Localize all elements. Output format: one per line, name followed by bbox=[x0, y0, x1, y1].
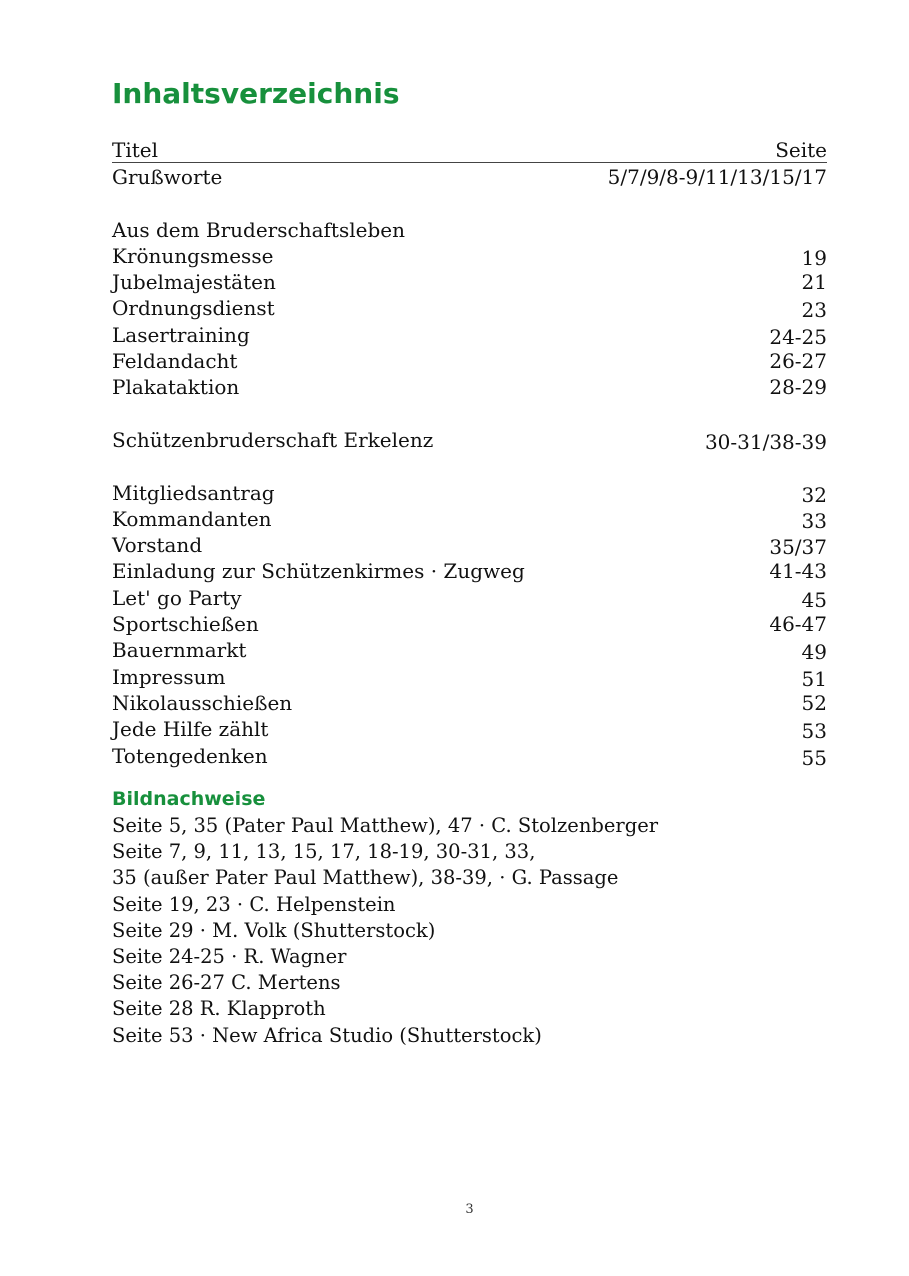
toc-entry-ordnungsdienst bbox=[112, 295, 827, 321]
toc-entry-pages: 41-43 bbox=[769, 559, 827, 584]
toc-entry-pages: 26-27 bbox=[769, 349, 827, 374]
credit-line: Seite 19, 23 · C. Helpenstein bbox=[112, 892, 396, 916]
toc-entry-totengedenken bbox=[112, 743, 827, 769]
credit-line: Seite 26-27 C. Mertens bbox=[112, 971, 341, 995]
toc-section-bruderschaftsleben bbox=[112, 217, 827, 243]
toc-entry-pages: 24-25 bbox=[769, 324, 827, 349]
toc-entry-pages: 49 bbox=[801, 640, 827, 665]
toc-entry-plakataktion bbox=[112, 374, 827, 400]
toc-entry-pages: 35/37 bbox=[769, 535, 827, 560]
toc-entry-title: Mitgliedsantrag bbox=[112, 480, 275, 505]
toc-entry-sportschiessen bbox=[112, 611, 827, 637]
credit-line: Seite 24-25 · R. Wagner bbox=[112, 944, 347, 968]
toc-entry-title: Grußworte bbox=[112, 165, 223, 189]
toc-entry-pages: 53 bbox=[801, 719, 827, 744]
toc-entry-pages: 28-29 bbox=[769, 375, 827, 400]
toc-entry-title: Totengedenken bbox=[112, 743, 268, 768]
toc-entry-title: Jubelmajestäten bbox=[112, 270, 276, 295]
toc-entry-pages: 51 bbox=[801, 666, 827, 691]
toc-entry-kommandanten bbox=[112, 506, 827, 532]
toc-entry-lasertraining bbox=[112, 322, 827, 348]
toc-entry-pages: 33 bbox=[801, 508, 827, 533]
credit-line: Seite 5, 35 (Pater Paul Matthew), 47 · C. Stolzenberger bbox=[112, 814, 659, 837]
credits-heading: Bildnachweise bbox=[112, 788, 266, 810]
credit-line: Seite 28 R. Klapproth bbox=[112, 997, 326, 1021]
toc-list bbox=[112, 164, 827, 769]
toc-entry-pages: 46-47 bbox=[769, 612, 827, 637]
toc-entry-bauernmarkt bbox=[112, 637, 827, 663]
page-title: Inhaltsverzeichnis bbox=[112, 77, 400, 110]
toc-entry-title: Schützenbruderschaft Erkelenz bbox=[112, 427, 434, 452]
toc-entry-vorstand bbox=[112, 532, 827, 558]
document-page bbox=[112, 0, 827, 1276]
toc-entry-pages: 21 bbox=[801, 270, 827, 295]
toc-entry-title: Bauernmarkt bbox=[112, 638, 247, 663]
toc-entry-title: Krönungsmesse bbox=[112, 243, 274, 268]
toc-entry-title: Let' go Party bbox=[112, 585, 242, 610]
toc-entry-pages: 23 bbox=[801, 298, 827, 323]
toc-entry-pages: 19 bbox=[801, 245, 827, 270]
toc-entry-schuetzenbruderschaft bbox=[112, 427, 827, 453]
toc-entry-title: Ordnungsdienst bbox=[112, 296, 275, 321]
toc-entry-title: Lasertraining bbox=[112, 322, 250, 347]
toc-entry-jubelmajestaeten bbox=[112, 269, 827, 295]
toc-entry-pages: 45 bbox=[801, 587, 827, 612]
toc-entry-einladung bbox=[112, 558, 827, 584]
credits-list bbox=[112, 813, 827, 1049]
toc-entry-title: Sportschießen bbox=[112, 612, 259, 637]
toc-entry-feldandacht bbox=[112, 348, 827, 374]
toc-entry-pages: 52 bbox=[801, 690, 827, 715]
toc-entry-impressum bbox=[112, 664, 827, 690]
toc-entry-kroenungsmesse bbox=[112, 243, 827, 269]
toc-header-title-label: Titel bbox=[112, 138, 159, 162]
page-number: 3 bbox=[465, 1202, 474, 1217]
toc-entry-grussworte bbox=[112, 164, 827, 190]
toc-entry-title: Feldandacht bbox=[112, 349, 238, 374]
toc-entry-title: Impressum bbox=[112, 664, 226, 689]
toc-entry-title: Jede Hilfe zählt bbox=[112, 717, 269, 742]
toc-entry-title: Einladung zur Schützenkirmes · Zugweg bbox=[112, 559, 525, 584]
toc-entry-jede-hilfe bbox=[112, 716, 827, 742]
toc-header-page-label: Seite bbox=[775, 138, 827, 162]
toc-entry-pages: 55 bbox=[801, 745, 827, 770]
toc-entry-nikolausschiessen bbox=[112, 690, 827, 716]
toc-entry-title: Plakataktion bbox=[112, 375, 240, 400]
credit-line: Seite 53 · New Africa Studio (Shutterstock) bbox=[112, 1023, 542, 1047]
toc-section-title: Aus dem Bruderschaftsleben bbox=[112, 217, 405, 242]
credit-line: 35 (außer Pater Paul Matthew), 38-39, · G. Passage bbox=[112, 866, 619, 890]
toc-header bbox=[112, 138, 827, 163]
toc-entry-pages: 30-31/38-39 bbox=[704, 429, 827, 454]
toc-entry-mitgliedsantrag bbox=[112, 480, 827, 506]
credit-line: Seite 29 · M. Volk (Shutterstock) bbox=[112, 918, 436, 942]
toc-entry-pages: 5/7/9/8-9/11/13/15/17 bbox=[607, 165, 827, 189]
toc-entry-pages: 32 bbox=[801, 482, 827, 507]
toc-entry-title: Nikolausschießen bbox=[112, 690, 293, 715]
toc-entry-title: Kommandanten bbox=[112, 506, 272, 531]
toc-entry-title: Vorstand bbox=[112, 533, 203, 558]
toc-entry-party bbox=[112, 585, 827, 611]
credit-line: Seite 7, 9, 11, 13, 15, 17, 18-19, 30-31, 33, bbox=[112, 840, 536, 864]
